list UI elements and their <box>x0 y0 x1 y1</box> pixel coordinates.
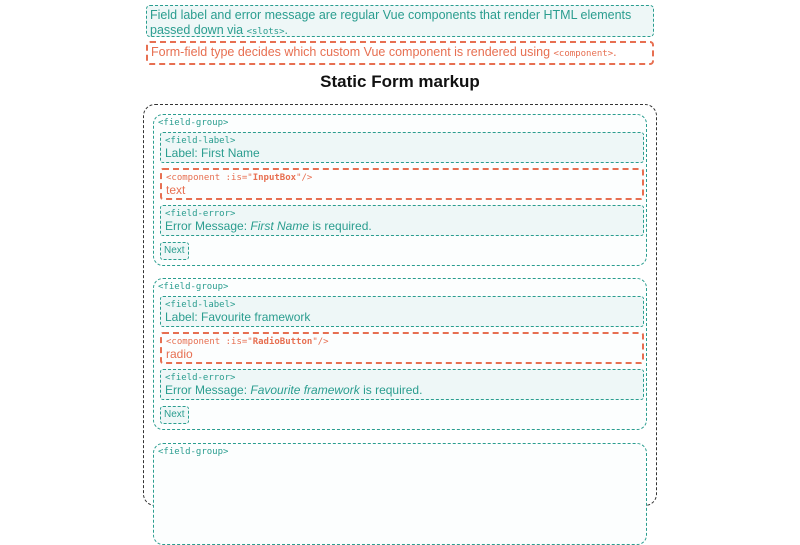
field-error-tag: <field-error> <box>165 209 236 219</box>
component-tag-pre: <component :is=" <box>166 337 253 347</box>
component-tag-post: "/> <box>296 173 313 183</box>
error-field-name: Favourite framework <box>250 383 360 397</box>
field-error-tag: <field-error> <box>165 373 236 383</box>
component-code: <component> <box>553 49 614 59</box>
component-type: text <box>166 183 186 197</box>
component-radio-button <box>160 332 644 364</box>
field-group-partial <box>153 443 647 545</box>
static-form <box>143 104 657 506</box>
field-group-favourite-framework <box>153 278 647 430</box>
field-label-tag: <field-label> <box>165 300 236 310</box>
field-label-tag: <field-label> <box>165 136 236 146</box>
error-suffix: is required. <box>309 219 372 233</box>
field-group-tag: <field-group> <box>158 447 229 457</box>
error-field-name: First Name <box>250 219 310 233</box>
component-note-text: Form-field type decides which custom Vue component is rendered using <box>151 45 554 59</box>
field-label-text: Label: Favourite framework <box>165 310 311 324</box>
slots-note: Field label and error message are regular Vue components that render HTML elements passed down via <slots>. <box>146 5 654 37</box>
error-prefix: Error Message: <box>165 383 251 397</box>
field-label-text: Label: First Name <box>165 146 260 160</box>
error-message <box>165 384 639 397</box>
field-group-first-name <box>153 114 647 266</box>
component-tag-post: "/> <box>312 337 329 347</box>
field-group-tag: <field-group> <box>158 118 229 128</box>
page-title: Static Form markup <box>320 72 480 91</box>
error-prefix: Error Message: <box>165 219 251 233</box>
field-error <box>160 369 644 400</box>
next-button[interactable]: Next <box>160 406 189 424</box>
field-error <box>160 205 644 236</box>
next-button[interactable]: Next <box>160 242 189 260</box>
slots-code: <slots> <box>246 27 285 37</box>
error-message <box>165 220 639 233</box>
slots-note-text: Field label and error message are regular Vue components that render HTML elements passed down via <box>150 8 632 37</box>
component-note: Form-field type decides which custom Vue component is rendered using <component>. <box>146 41 654 65</box>
component-input-box <box>160 168 644 200</box>
component-name: RadioButton <box>252 337 313 347</box>
field-label <box>160 132 644 163</box>
error-suffix: is required. <box>359 383 423 397</box>
field-group-tag: <field-group> <box>158 282 229 292</box>
component-tag-pre: <component :is=" <box>166 173 253 183</box>
component-type: radio <box>166 347 193 361</box>
component-name: InputBox <box>252 173 297 183</box>
field-label <box>160 296 644 327</box>
